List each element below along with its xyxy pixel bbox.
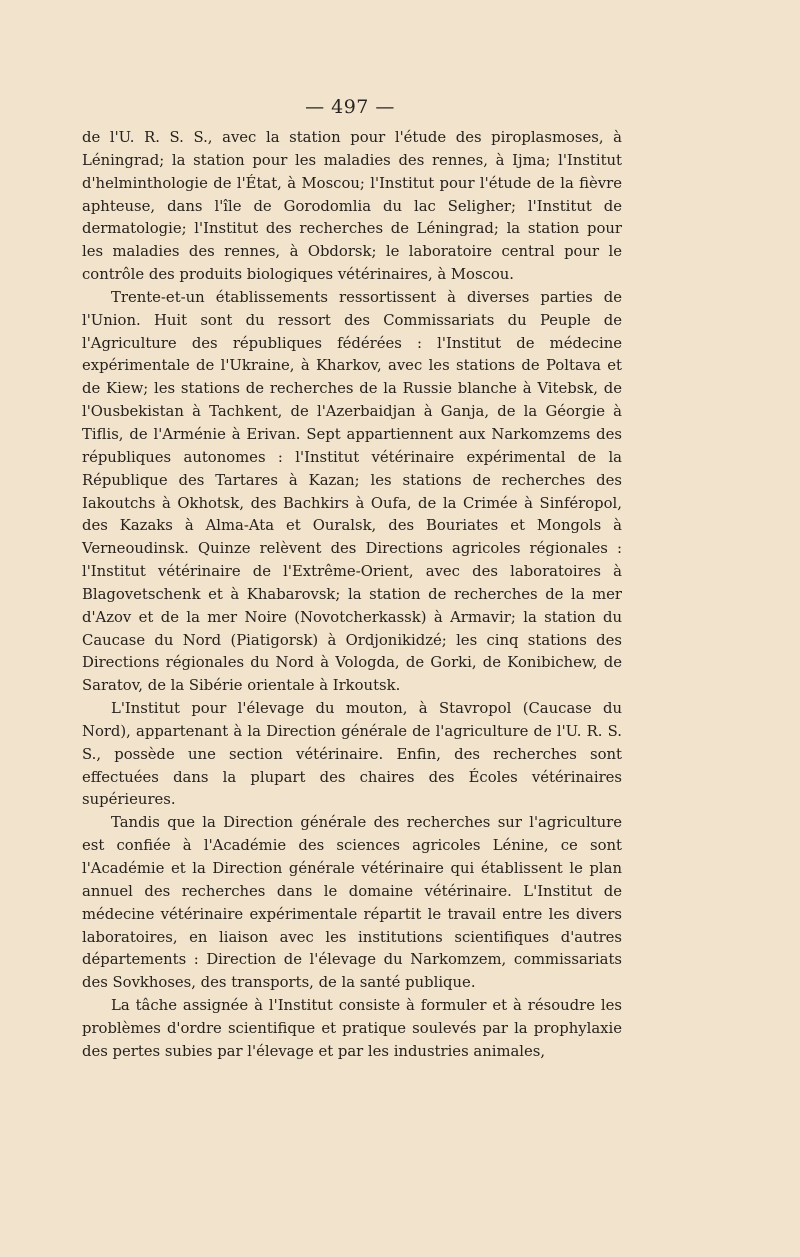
paragraph-3: L'Institut pour l'élevage du mouton, à Stavropol (Caucase du Nord), appartenant à la Direction générale de l'agriculture de l'U. R. S. S., possède une section vétérinaire. Enfin, des recherches sont effectuées dans la plupart des chaires des Écoles vétérinaires supérieures. [82,700,622,809]
page-number: — 497 — [305,96,395,118]
paragraph-5: La tâche assignée à l'Institut consiste à formuler et à résoudre les problèmes d'ordre scientifique et pratique soulevés par la prophylaxie des pertes subies par l'élevage et par les industries animales, [82,997,622,1060]
paragraph-4: Tandis que la Direction générale des recherches sur l'agriculture est confiée à l'Académie des sciences agricoles Lénine, ce sont l'Académie et la Direction générale vétérinaire qui établissent le plan annuel des recherches dans le domaine vétérinaire. L'Institut de médecine vétérinaire expérimentale répartit le travail entre les divers laboratoires, en liaison avec les institutions scientifiques d'autres départements : Direction de l'élevage du Narkomzem, commissariats des Sovkhoses, des transports, de la santé publique. [82,814,622,992]
body-text [82,127,622,1064]
paragraph-1: de l'U. R. S. S., avec la station pour l'étude des piroplasmoses, à Léningrad; la station pour les maladies des rennes, à Ijma; l'Institut d'helminthologie de l'État, à Moscou; l'Institut pour l'étude de la fièvre aphteuse, dans l'île de Gorodomlia du lac Seligher; l'Institut de dermatologie; l'Institut des recherches de Léningrad; la station pour les maladies des rennes, à Obdorsk; le laboratoire central pour le contrôle des produits biologiques vétérinaires, à Moscou. [82,129,622,284]
paragraph-2: Trente-et-un établissements ressortissent à diverses parties de l'Union. Huit sont du ressort des Commissariats du Peuple de l'Agriculture des républiques fédérées : l'Institut de médecine expérimentale de l'Ukraine, à Kharkov, avec les stations de Poltava et de Kiew; les stations de recherches de la Russie blanche à Vitebsk, de l'Ousbekistan à Tachkent, de l'Azerbaidjan à Ganja, de la Géorgie à Tiflis, de l'Arménie à Erivan. Sept appartiennent aux Narkomzems des républiques autonomes : l'Institut vétérinaire expérimental de la République des Tartares à Kazan; les stations de recherches des Iakoutchs à Okhotsk, des Bachkirs à Oufa, de la Crimée à Sinféropol, des Kazaks à Alma-Ata et Ouralsk, des Bouriates et Mongols à Verneoudinsk. Quinze relèvent des Directions agricoles régionales : l'Institut vétérinaire de l'Extrême-Orient, avec des laboratoires à Blagovetschenk et à Khabarovsk; la station de recherches de la mer d'Azov et de la mer Noire (Novotcherkassk) à Armavir; la station du Caucase du Nord (Piatigorsk) à Ordjonikidzé; les cinq stations des Directions régionales du Nord à Vologda, de Gorki, de Konibichew, de Saratov, de la Sibérie orientale à Irkoutsk. [82,288,622,695]
